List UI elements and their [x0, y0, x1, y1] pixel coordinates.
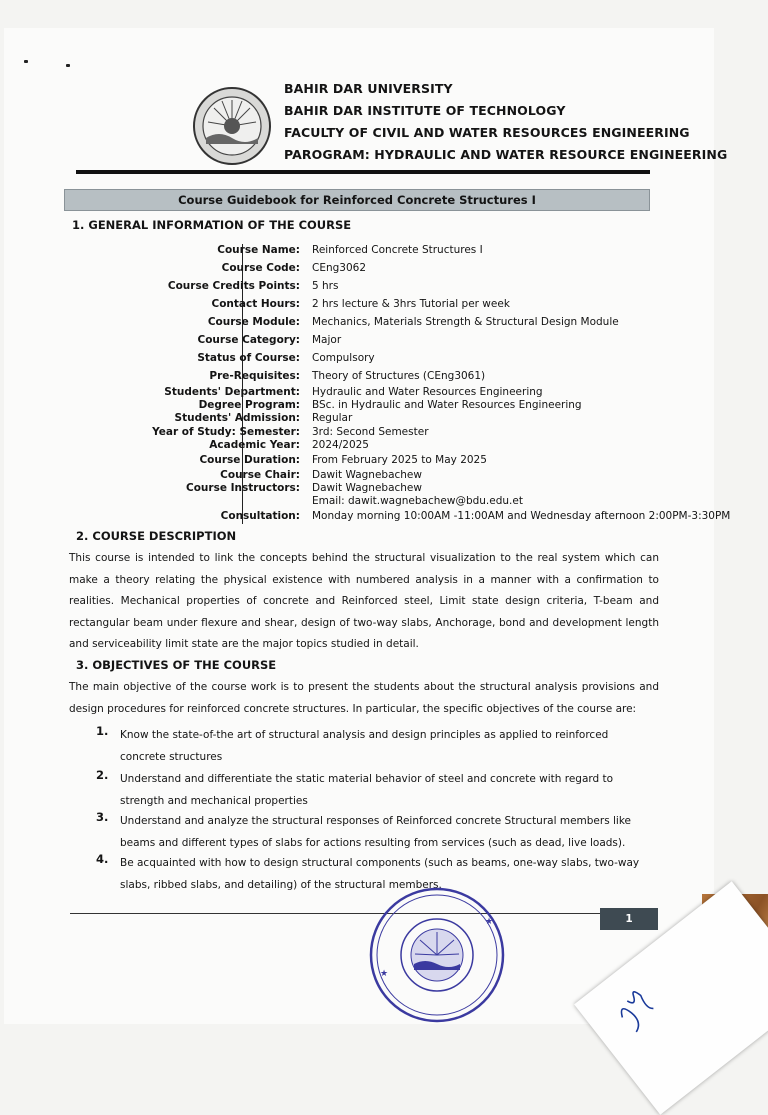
info-label: Academic Year: [209, 439, 300, 451]
objective-number: 4. [96, 852, 109, 866]
info-label: Students' Department: [164, 386, 300, 398]
institution-header [284, 78, 727, 166]
objective-text: Understand and analyze the structural responses of Reinforced concrete Structural members like beams and different types of slabs for actions resulting from services (such as dead, live loads). [120, 815, 632, 849]
speck [66, 64, 70, 67]
info-label: Students' Admission: [174, 412, 300, 424]
info-value: Compulsory [312, 352, 375, 364]
section-heading-objectives: 3. OBJECTIVES OF THE COURSE [76, 658, 277, 672]
info-value: Theory of Structures (CEng3061) [312, 370, 486, 382]
info-label: Course Category: [197, 334, 300, 346]
section-heading-general: 1. GENERAL INFORMATION OF THE COURSE [72, 218, 352, 232]
info-label: Course Duration: [199, 454, 300, 466]
objective-text: Be acquainted with how to design structural components (such as beams, one-way slabs, two-way slabs, ribbed slabs, and detailing) of the structural members. [120, 857, 640, 891]
info-value: Dawit Wagnebachew [312, 482, 422, 494]
page-number: 1 [600, 908, 658, 930]
info-value: From February 2025 to May 2025 [312, 454, 487, 466]
info-label: Course Code: [221, 262, 300, 274]
info-label: Consultation: [220, 510, 300, 522]
objective-number: 1. [96, 724, 109, 738]
faculty-name: FACULTY OF CIVIL AND WATER RESOURCES ENGINEERING [284, 125, 690, 140]
info-value: Email: dawit.wagnebachew@bdu.edu.et [312, 495, 523, 507]
info-value: Hydraulic and Water Resources Engineering [312, 386, 543, 398]
info-label: Pre-Requisites: [209, 370, 300, 382]
header-divider [76, 170, 650, 174]
info-value: CEng3062 [312, 262, 367, 274]
info-label: Contact Hours: [211, 298, 300, 310]
info-value: 2 hrs lecture & 3hrs Tutorial per week [312, 298, 510, 310]
footer-divider [70, 913, 602, 914]
info-label: Course Instructors: [186, 482, 300, 494]
info-label: Course Module: [207, 316, 300, 328]
course-description: This course is intended to link the concepts behind the structural visualization to the real system which can make a theory relating the physical existence with numbered analysis in a manner with a confirmation to realities. Mechanical properties of concrete and Reinforced steel, Limit state design criteria, T-beam and rectangular beam under flexure and shear, design of two-way slabs, Anchorage, bond and development length and serviceability limit state are the major topics studied in detail. [69, 552, 659, 650]
svg-text:★: ★ [380, 969, 389, 979]
objective-text: Understand and differentiate the static material behavior of steel and concrete with regard to strength and mechanical properties [120, 773, 614, 807]
info-value: Regular [312, 412, 353, 424]
objective-text: Know the state-of-the art of structural analysis and design principles as applied to reinforced concrete structures [120, 729, 609, 763]
info-label: Course Credits Points: [167, 280, 300, 292]
document-title: Course Guidebook for Reinforced Concrete Structures I [64, 189, 650, 211]
institute-name: BAHIR DAR INSTITUTE OF TECHNOLOGY [284, 103, 566, 118]
info-value: Dawit Wagnebachew [312, 469, 422, 481]
info-value: BSc. in Hydraulic and Water Resources Engineering [312, 399, 582, 411]
university-name: BAHIR DAR UNIVERSITY [284, 81, 453, 96]
info-label: Degree Program: [198, 399, 300, 411]
info-value: Monday morning 10:00AM -11:00AM and Wednesday afternoon 2:00PM-3:30PM [312, 510, 731, 522]
program-name: PAROGRAM: HYDRAULIC AND WATER RESOURCE ENGINEERING [284, 147, 728, 162]
info-label: Year of Study: Semester: [152, 426, 300, 438]
info-value: 2024/2025 [312, 439, 369, 451]
objective-number: 3. [96, 810, 109, 824]
info-label: Course Chair: [220, 469, 300, 481]
objectives-intro: The main objective of the course work is to present the students about the structural analysis provisions and design procedures for reinforced concrete structures. In particular, the specific objectives of the course are: [69, 681, 659, 715]
section-heading-description: 2. COURSE DESCRIPTION [76, 529, 237, 543]
faculty-stamp-icon [366, 884, 508, 1026]
info-value: Major [312, 334, 342, 346]
info-label: Status of Course: [197, 352, 300, 364]
objective-number: 2. [96, 768, 109, 782]
info-label: Course Name: [217, 244, 300, 256]
info-value: Mechanics, Materials Strength & Structural Design Module [312, 316, 619, 328]
university-seal-icon [192, 86, 272, 166]
info-value: Reinforced Concrete Structures I [312, 244, 483, 256]
info-value: 3rd: Second Semester [312, 426, 429, 438]
info-value: 5 hrs [312, 280, 339, 292]
svg-text:★: ★ [485, 917, 494, 927]
speck [24, 60, 28, 63]
